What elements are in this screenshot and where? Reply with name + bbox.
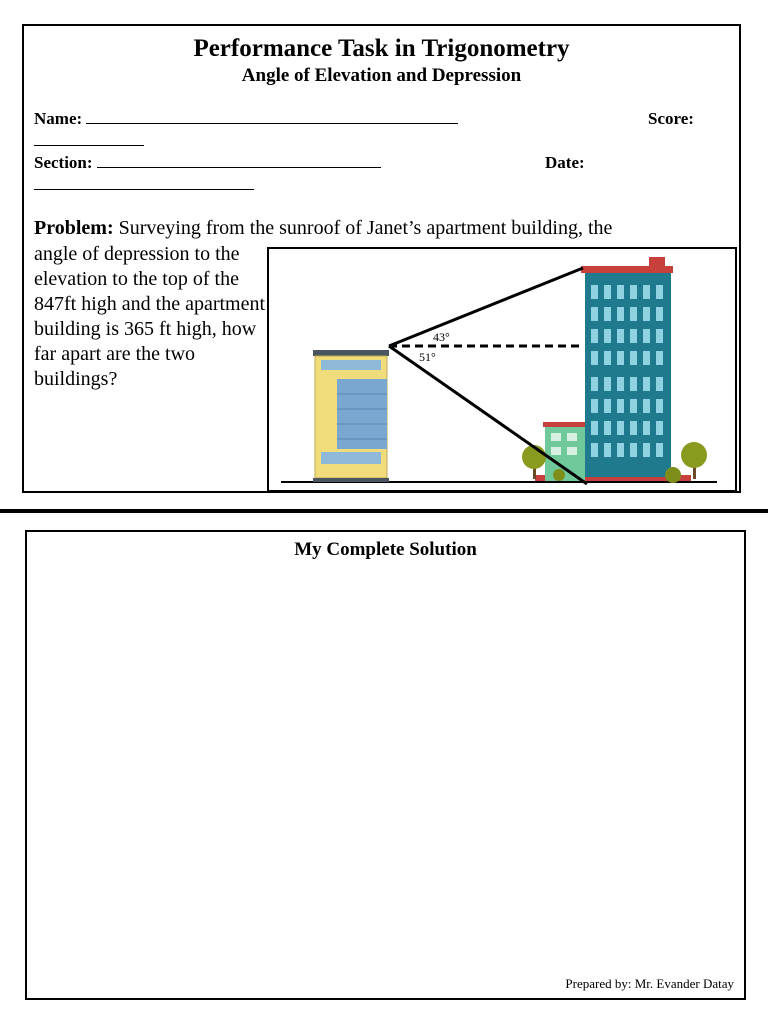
tree-icon xyxy=(522,445,546,479)
prepared-by-credit: Prepared by: Mr. Evander Datay xyxy=(565,976,734,991)
worksheet-title: Performance Task in Trigonometry xyxy=(193,35,570,62)
date-label: Date: xyxy=(545,153,585,172)
worksheet-subtitle: Angle of Elevation and Depression xyxy=(241,65,522,86)
buildings-diagram xyxy=(269,249,735,490)
problem-line1: Surveying from the sunroof of Janet’s apartment building, the xyxy=(118,217,613,239)
score-blank-row[interactable] xyxy=(34,130,144,152)
section-divider xyxy=(0,509,768,513)
solution-title: My Complete Solution xyxy=(294,539,477,560)
name-field[interactable] xyxy=(34,108,458,130)
problem-label: Problem: xyxy=(34,217,114,239)
name-blank[interactable] xyxy=(86,108,458,124)
elevation-line xyxy=(389,268,583,346)
score-blank[interactable] xyxy=(34,130,144,146)
depression-line xyxy=(389,346,587,484)
tall-building-icon xyxy=(581,257,673,477)
section-blank[interactable] xyxy=(97,152,381,168)
date-field[interactable] xyxy=(545,152,585,174)
score-field[interactable] xyxy=(648,108,694,130)
angle-elevation-label: 43° xyxy=(433,330,450,344)
worksheet-header-box xyxy=(22,24,741,493)
apartment-building-icon xyxy=(313,350,389,482)
date-blank[interactable] xyxy=(34,174,254,190)
shop-building-icon xyxy=(543,422,587,481)
name-label: Name: xyxy=(34,109,83,128)
solution-box[interactable] xyxy=(25,530,746,1000)
problem-text: angle of depression to the elevation to the top of the 847ft high and the apartment building is 365 ft high, how far apart are the two buildings? xyxy=(34,243,266,390)
problem-first-line xyxy=(34,216,734,241)
angle-depression-label: 51° xyxy=(419,350,436,364)
section-field[interactable] xyxy=(34,152,381,174)
date-blank-row[interactable] xyxy=(34,174,254,196)
problem-figure xyxy=(267,247,737,492)
tree-icon xyxy=(681,442,707,479)
section-label: Section: xyxy=(34,153,93,172)
score-label: Score: xyxy=(648,109,694,128)
